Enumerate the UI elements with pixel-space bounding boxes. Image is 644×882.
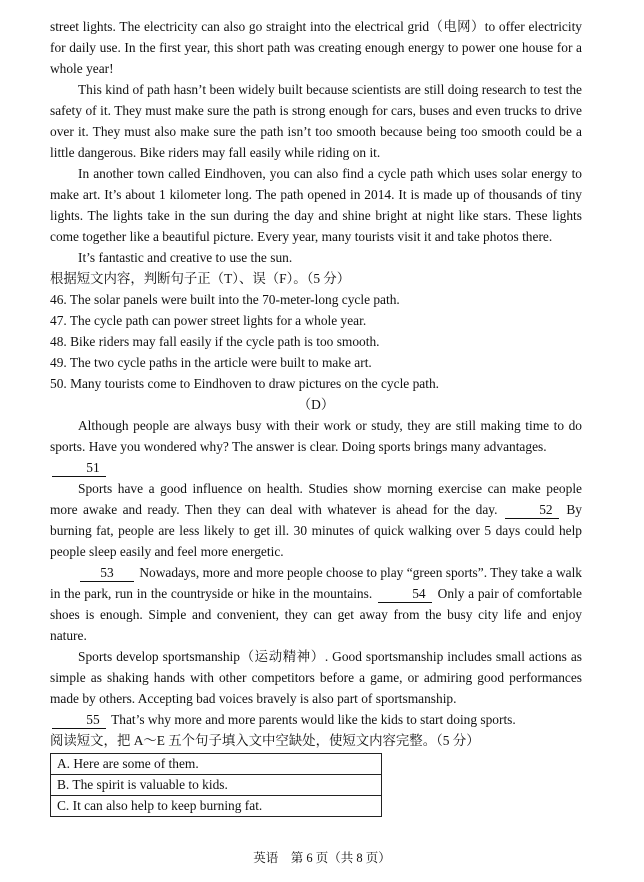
passage-d-paragraph-1-text: Although people are always busy with their work or study, they are still making time to do sports. Have you wondered why? The answer is clear. Doing sports brings many advantages. (50, 418, 582, 454)
passage-c-paragraph-4: It’s fantastic and creative to use the sun. (78, 250, 293, 265)
passage-c-paragraph-3: In another town called Eindhoven, you can also find a cycle path which uses solar energy to make art. It’s about 1 kilometer long. The path opened in 2014. It is made up of thousands of tiny lights. The lights take in the sun during the day and shine bright at night like stars. These lights come together like a beautiful picture. Every year, many tourists visit it and take photos there. (50, 166, 582, 244)
options-box (50, 753, 382, 817)
passage-d-paragraph-4-text: Sports develop sportsmanship（运动精神）. Good sportsmanship includes small actions as simple as shaking hands with other competitors before a game, or admiring good performances made by others. Accepting bad voices bravely is also part of sportsmanship. (50, 649, 582, 706)
passage-c-paragraph-1-continued: street lights. The electricity can also go straight into the electrical grid（电网）to offer electricity for daily use. In the first year, this short path was creating enough energy to power one house for a whole year! (50, 19, 582, 76)
passage-d-paragraph-3-text-b: Only a pair of comfortable shoes is enough. Simple and convenient, they can get away from the busy city life and enjoy nature. (50, 586, 582, 643)
option-b: B. The spirit is valuable to kids. (51, 775, 381, 796)
passage-d-paragraph-3-text-a: Nowadays, more and more people choose to play “green sports”. They take a walk in the park, run in the countryside or hike in the mountains. (50, 565, 582, 601)
question-47: 47. The cycle path can power street lights for a whole year. (50, 313, 367, 328)
question-46: 46. The solar panels were built into the 70-meter-long cycle path. (50, 292, 400, 307)
blank-51[interactable]: 51 (52, 460, 106, 477)
passage-d-paragraph-2-text-b: By burning fat, people are less likely to get ill. 30 minutes of quick walking over 5 days could help people sleep easily and feel more energetic. (50, 502, 582, 559)
question-48: 48. Bike riders may fall easily if the cycle path is too smooth. (50, 334, 380, 349)
exam-page (50, 16, 582, 817)
option-c: C. It can also help to keep burning fat. (57, 798, 263, 813)
passage-d-heading: （D） (297, 397, 335, 412)
fill-in-instruction: 阅读短文，把 A～E 五个句子填入文中空缺处，使短文内容完整。（5 分） (50, 733, 480, 748)
question-50: 50. Many tourists come to Eindhoven to draw pictures on the cycle path. (50, 376, 439, 391)
passage-d-paragraph-1 (50, 415, 582, 478)
blank-54[interactable]: 54 (378, 586, 432, 603)
passage-d-paragraph-3 (50, 562, 582, 646)
passage-d-paragraph-2 (50, 478, 582, 562)
passage-c-paragraph-2: This kind of path hasn’t been widely built because scientists are still doing research to test the safety of it. They must make sure the path is strong enough for cars, buses and even trucks to drive over it. They must also make sure the path isn’t too smooth because being too smooth could be a little dangerous. Bike riders may fall easily while riding on it. (50, 82, 582, 160)
page-footer: 英语 第 6 页（共 8 页） (253, 851, 391, 865)
blank-55[interactable]: 55 (52, 712, 106, 729)
blank-53[interactable]: 53 (80, 565, 134, 582)
passage-d-paragraph-4 (50, 646, 582, 730)
blank-52[interactable]: 52 (505, 502, 559, 519)
passage-d-paragraph-2-text-a: Sports have a good influence on health. Studies show morning exercise can make people more awake and ready. Then they can deal with whatever is ahead for the day. (50, 481, 582, 517)
option-a: A. Here are some of them. (51, 754, 381, 775)
passage-d-paragraph-4-text-b: That’s why more and more parents would like the kids to start doing sports. (111, 712, 516, 727)
question-49: 49. The two cycle paths in the article were built to make art. (50, 355, 372, 370)
true-false-instruction: 根据短文内容，判断句子正（T）、误（F）。（5 分） (50, 271, 351, 286)
